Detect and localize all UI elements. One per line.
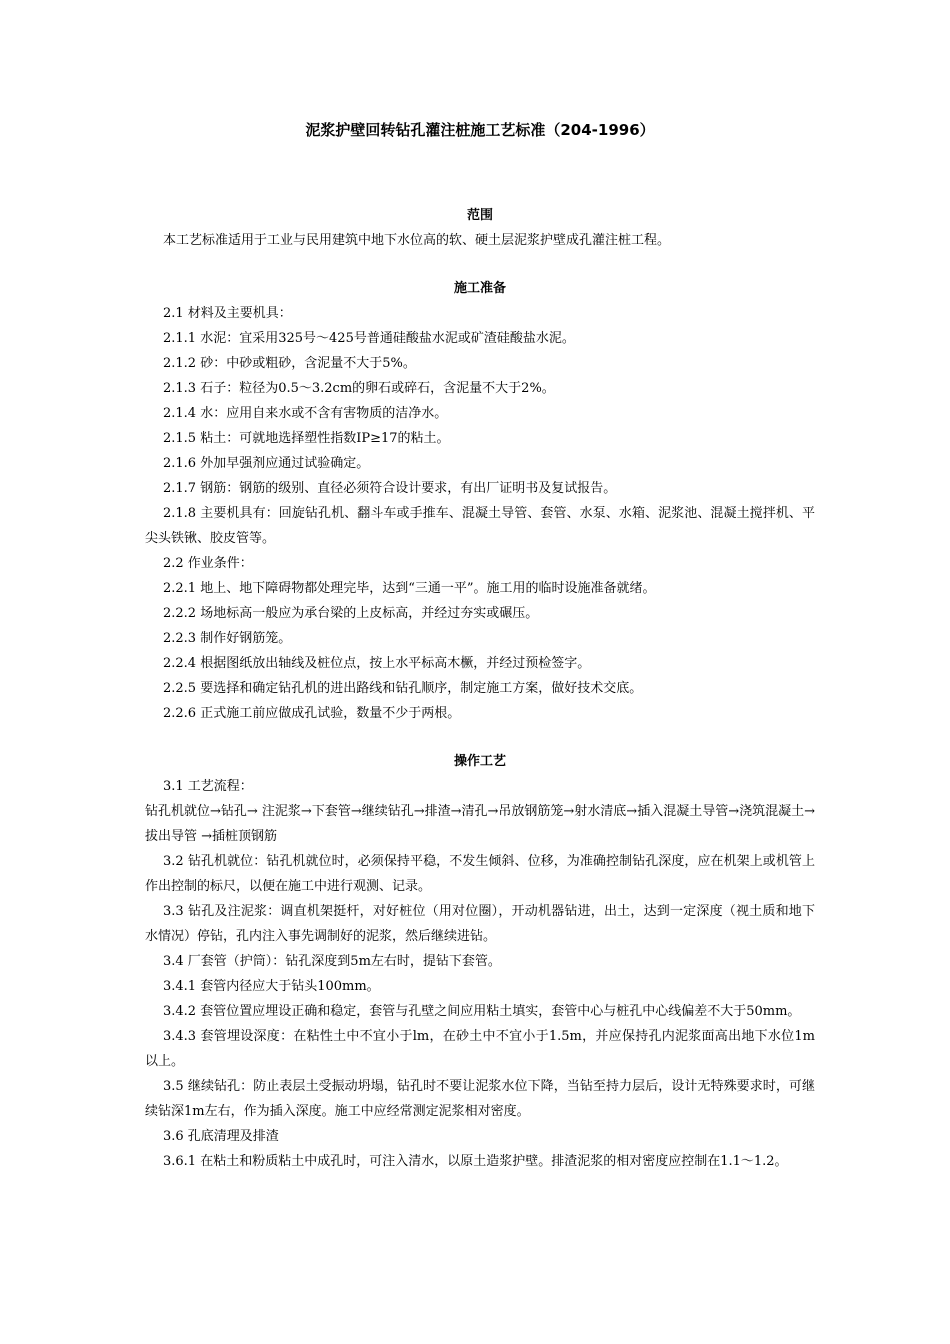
paragraph: 2.2.6 正式施工前应做成孔试验，数量不少于两根。 (163, 706, 461, 721)
paragraph: 2.1.8 主要机具有：回旋钻孔机、翻斗车或手推车、混凝土导管、套管、水泵、水箱、泥浆池、混凝土搅拌机、平尖头铁锹、胶皮管等。 (145, 506, 815, 546)
section-heading: 施工准备 (453, 281, 506, 296)
paragraph: 3.4.2 套管位置应埋设正确和稳定，套管与孔壁之间应用粘土填实，套管中心与桩孔中心线偏差不大于50mm。 (163, 1004, 801, 1019)
paragraph: 2.1.2 砂：中砂或粗砂，含泥量不大于5%。 (163, 356, 416, 371)
paragraph: 2.1.3 石子：粒径为0.5～3.2cm的卵石或碎石，含泥量不大于2%。 (163, 381, 555, 396)
paragraph: 3.4.1 套管内径应大于钻头100mm。 (163, 979, 380, 994)
paragraph: 2.1.6 外加早强剂应通过试验确定。 (163, 456, 370, 471)
paragraph: 2.2.5 要选择和确定钻孔机的进出路线和钻孔顺序，制定施工方案，做好技术交底。 (163, 681, 643, 696)
paragraph: 3.4.3 套管埋设深度：在粘性土中不宜小于lm，在砂土中不宜小于1.5m，并应保持孔内泥浆面高出地下水位1m以上。 (145, 1029, 815, 1069)
paragraph: 3.5 继续钻孔：防止表层土受振动坍塌，钻孔时不要让泥浆水位下降，当钻至持力层后，设计无特殊要求时，可继续钻深1m左右，作为插入深度。施工中应经常测定泥浆相对密度。 (145, 1079, 815, 1119)
section-scope (145, 204, 815, 253)
paragraph: 3.6.1 在粘土和粉质粘土中成孔时，可注入清水，以原土造浆护壁。排渣泥浆的相对密度应控制在1.1～1.2。 (163, 1154, 788, 1169)
paragraph: 2.2.4 根据图纸放出轴线及桩位点，按上水平标高木橛，并经过预检签字。 (163, 656, 591, 671)
paragraph: 2.1.5 粘土：可就地选择塑性指数IP≥17的粘土。 (163, 431, 450, 446)
section-spacer (145, 253, 815, 277)
section-spacer (145, 726, 815, 750)
section-preparation (145, 277, 815, 726)
paragraph: 2.1.1 水泥：宜采用325号～425号普通硅酸盐水泥或矿渣硅酸盐水泥。 (163, 331, 575, 346)
paragraph: 2.2.3 制作好钢筋笼。 (163, 631, 292, 646)
process-flow-paragraph: 钻孔机就位→钻孔→ 注泥浆→下套管→继续钻孔→排渣→清孔→吊放钢筋笼→射水清底→插入混凝土导管→浇筑混凝土→拔出导管 →插桩顶钢筋 (145, 804, 815, 844)
paragraph: 3.2 钻孔机就位：钻孔机就位时，必须保持平稳，不发生倾斜、位移，为准确控制钻孔深度，应在机架上或机管上作出控制的标尺，以便在施工中进行观测、记录。 (145, 854, 815, 894)
paragraph: 2.1.4 水：应用自来水或不含有害物质的洁净水。 (163, 406, 448, 421)
paragraph: 3.6 孔底清理及排渣 (163, 1129, 279, 1144)
paragraph: 2.2 作业条件： (163, 556, 253, 571)
paragraph: 3.3 钻孔及注泥浆：调直机架挺杆，对好桩位（用对位圈），开动机器钻进，出土，达到一定深度（视土质和地下水情况）停钻，孔内注入事先调制好的泥浆，然后继续进钻。 (145, 904, 815, 944)
document-page (145, 118, 815, 1174)
paragraph: 2.2.2 场地标高一般应为承台梁的上皮标高，并经过夯实或碾压。 (163, 606, 539, 621)
paragraph: 本工艺标准适用于工业与民用建筑中地下水位高的软、硬土层泥浆护壁成孔灌注桩工程。 (163, 233, 671, 248)
paragraph: 3.1 工艺流程： (163, 779, 253, 794)
paragraph: 2.2.1 地上、地下障碍物都处理完毕，达到“三通一平”。施工用的临时设施准备就绪。 (163, 581, 656, 596)
document-title: 泥浆护壁回转钻孔灌注桩施工艺标准（204-1996） (305, 121, 655, 139)
paragraph: 3.4 厂套管（护筒）：钻孔深度到5m左右时，提钻下套管。 (163, 954, 501, 969)
section-heading: 范围 (466, 208, 493, 223)
paragraph: 2.1 材料及主要机具： (163, 306, 292, 321)
section-process (145, 750, 815, 1174)
section-heading: 操作工艺 (453, 754, 506, 769)
paragraph: 2.1.7 钢筋：钢筋的级别、直径必须符合设计要求，有出厂证明书及复试报告。 (163, 481, 617, 496)
